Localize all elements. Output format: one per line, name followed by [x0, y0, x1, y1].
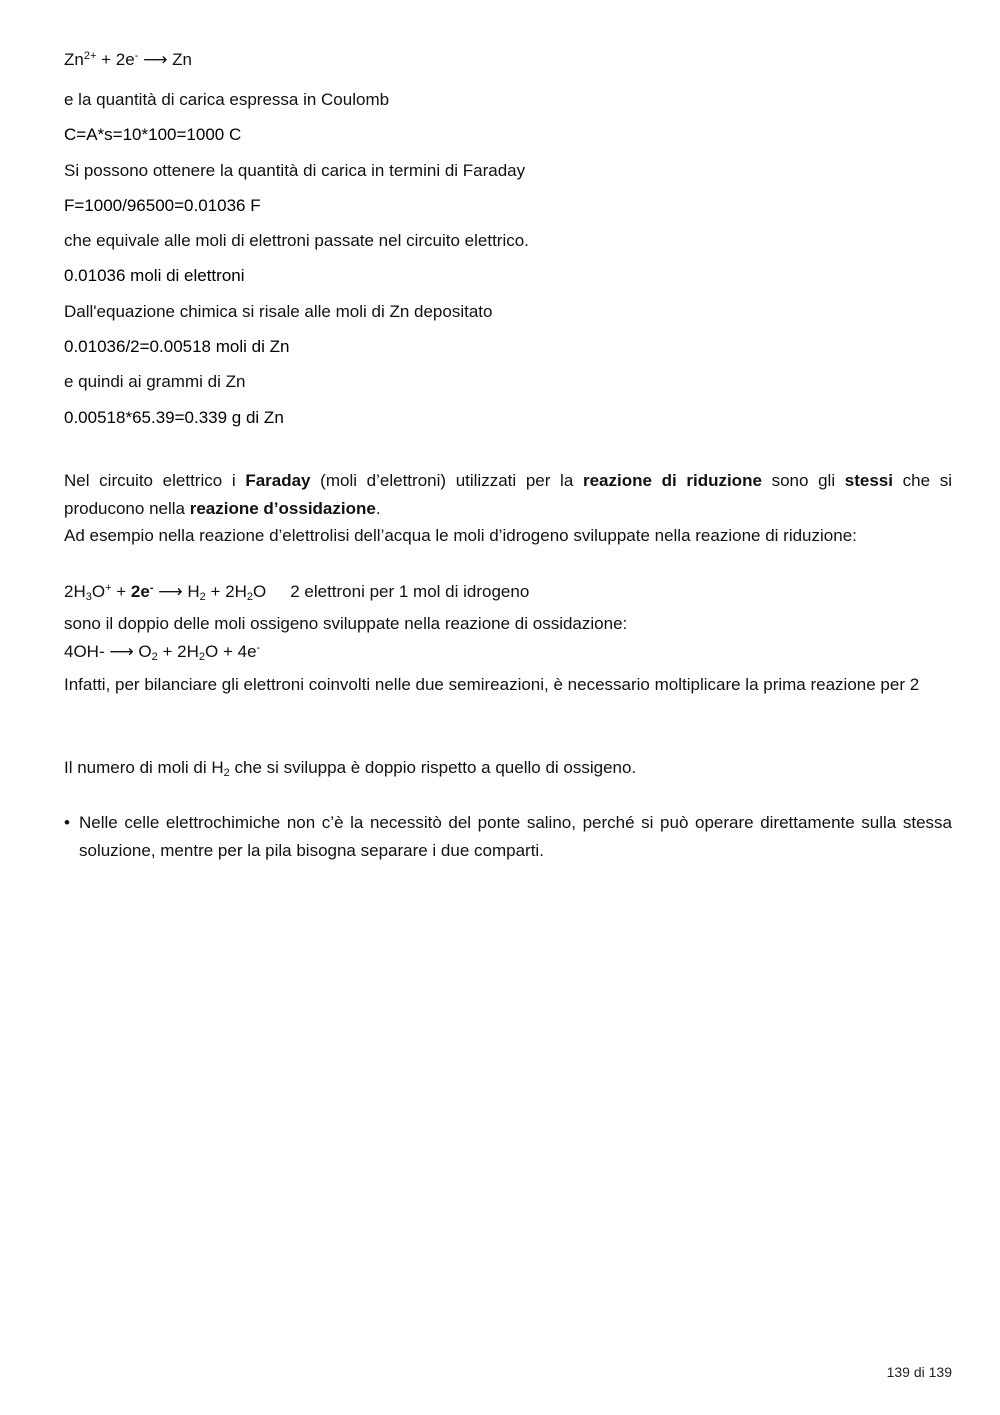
eq-h-plus-2h: + 2H — [205, 582, 247, 601]
eq-zn-electrons: + 2e — [96, 50, 135, 69]
eq-h-o2: O — [252, 582, 267, 601]
eq-h-2e: 2e — [130, 582, 150, 601]
paragraph-electrolysis-example: Ad esempio nella reazione d’elettrolisi dell’acqua le moli d’idrogeno sviluppate nella reazione di riduzione: — [64, 526, 857, 545]
eq-h-plus-charge: + — [105, 582, 112, 594]
text-hydrogen-double — [64, 758, 636, 778]
text-grams-intro: e quindi ai grammi di Zn — [64, 372, 246, 391]
formula-moles-electrons: 0.01036 moli di elettroni — [64, 266, 245, 285]
eq-h-sub-2b: 2 — [246, 591, 253, 603]
eq-h-2h: 2H — [64, 582, 86, 601]
equation-hydrogen-reduction — [64, 582, 529, 602]
eq-h-arrow-h: ⟶ H — [153, 582, 200, 601]
list-item — [64, 809, 952, 864]
eq-o-electrons: O + 4e — [205, 642, 257, 661]
text-from-equation: Dall'equazione chimica si risale alle moli di Zn depositato — [64, 302, 493, 321]
para1-text-4: che si producono nella — [64, 471, 952, 518]
eq-o-sub-2b: 2 — [198, 651, 206, 663]
text-faraday-intro: Si possono ottenere la quantità di carica in termini di Faraday — [64, 161, 526, 180]
para1-text-1: Nel circuito elettrico i — [64, 471, 246, 490]
numero-text-a: Il numero di moli di H — [64, 758, 224, 777]
eq-zn-ion-charge: 2+ — [83, 50, 97, 62]
text-equivalence: che equivale alle moli di elettroni passate nel circuito elettrico. — [64, 231, 529, 250]
para1-text-2: (moli d’elettroni) utilizzati per la — [310, 471, 583, 490]
formula-grams-zinc: 0.00518*65.39=0.339 g di Zn — [64, 408, 284, 427]
page-number: 139 di 139 — [886, 1364, 952, 1380]
eq-o-sub-2: 2 — [151, 651, 158, 663]
eq-o-plus-2h: + 2H — [157, 642, 199, 661]
formula-moles-zinc: 0.01036/2=0.00518 moli di Zn — [64, 337, 290, 356]
equation-oxygen-oxidation — [64, 642, 260, 662]
formula-coulomb: C=A*s=10*100=1000 C — [64, 125, 242, 144]
equation-zinc-reduction — [64, 50, 192, 70]
eq-h-plus: + — [111, 582, 131, 601]
eq-zn-base: Zn — [64, 50, 84, 69]
eq-h-sub-2: 2 — [199, 591, 206, 603]
numero-sub-2: 2 — [223, 767, 230, 779]
eq-zn-product: ⟶ Zn — [138, 50, 193, 69]
para1-bold-same: stessi — [844, 471, 893, 490]
paragraph-balancing: Infatti, per bilanciare gli elettroni coinvolti nelle due semireazioni, è necessario moltiplicare la prima reazione per 2 — [64, 675, 920, 694]
numero-text-b: che si sviluppa è doppio rispetto a quello di ossigeno. — [229, 758, 637, 777]
eq-o-electron-charge: - — [256, 642, 261, 654]
eq-h-o: O — [91, 582, 106, 601]
para1-bold-faraday: Faraday — [245, 471, 311, 490]
eq-h-note: 2 elettroni per 1 mol di idrogeno — [290, 582, 530, 601]
eq-zn-electron-charge: - — [134, 50, 139, 62]
para1-text-3: sono gli — [761, 471, 845, 490]
para1-bold-oxidation: reazione d’ossidazione — [189, 498, 376, 518]
eq-h-sub-3: 3 — [85, 591, 92, 603]
formula-faraday: F=1000/96500=0.01036 F — [64, 196, 261, 215]
eq-h-electron-charge: - — [149, 582, 154, 594]
para1-bold-reduction: reazione di riduzione — [582, 471, 762, 490]
bullet-icon: • — [64, 813, 70, 832]
para1-text-5: . — [375, 498, 381, 518]
paragraph-faraday-redox — [64, 467, 952, 522]
text-charge-coulomb: e la quantità di carica espressa in Coulomb — [64, 90, 390, 109]
eq-o-reactant: 4OH- ⟶ O — [64, 642, 152, 661]
bullet-text: Nelle celle elettrochimiche non c’è la necessitò del ponte salino, perché si può operare direttamente sulla stessa soluzione, mentre per la pila bisogna separare i due comparti. — [79, 813, 952, 860]
text-double-oxygen: sono il doppio delle moli ossigeno sviluppate nella reazione di ossidazione: — [64, 614, 628, 633]
